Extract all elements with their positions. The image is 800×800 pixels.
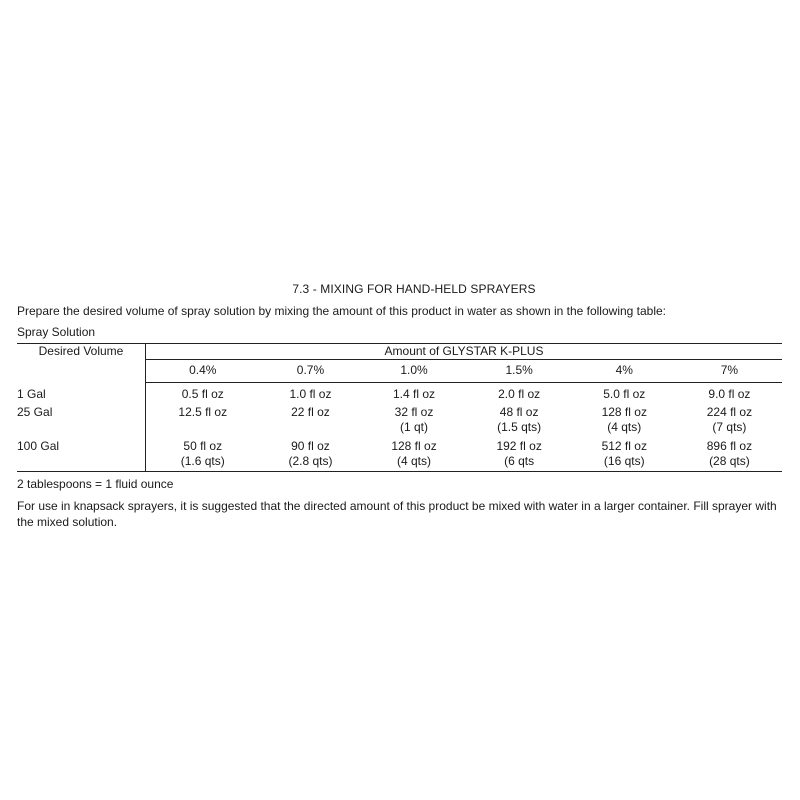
- amount-value: 12.5 fl oz: [178, 405, 228, 419]
- concentration-header: 7%: [677, 360, 782, 383]
- amount-quarts: (1.5 qts): [497, 420, 542, 434]
- table-row: [17, 405, 782, 439]
- amount-value: 48 fl oz: [499, 405, 539, 419]
- document-section: [17, 282, 783, 530]
- volume-cell: 25 Gal: [17, 405, 146, 439]
- amount-quarts: (4 qts): [397, 454, 432, 468]
- amount-value: 9.0 fl oz: [708, 387, 751, 401]
- amount-cell: [259, 439, 361, 472]
- desired-volume-header: Desired Volume: [17, 344, 146, 383]
- amount-value: 1.4 fl oz: [393, 387, 436, 401]
- amount-value: 2.0 fl oz: [498, 387, 541, 401]
- amount-quarts: (1 qt): [400, 420, 429, 434]
- amount-quarts: (2.8 qts): [288, 454, 333, 468]
- concentration-header: 0.4%: [146, 360, 260, 383]
- amount-value: 224 fl oz: [706, 405, 753, 419]
- amount-value: 128 fl oz: [601, 405, 647, 419]
- amount-cell: [146, 405, 260, 439]
- amount-header: Amount of GLYSTAR K-PLUS: [146, 344, 783, 360]
- amount-value: 512 fl oz: [601, 439, 647, 453]
- volume-cell: 100 Gal: [17, 439, 146, 472]
- amount-cell: [146, 383, 260, 406]
- amount-quarts: (28 qts): [709, 454, 750, 468]
- amount-quarts: (6 qts: [504, 454, 535, 468]
- amount-cell: [467, 439, 572, 472]
- table-row: [17, 383, 782, 406]
- amount-quarts: (1.6 qts): [180, 454, 225, 468]
- amount-cell: [467, 383, 572, 406]
- amount-cell: [259, 405, 361, 439]
- section-title: 7.3 - MIXING FOR HAND-HELD SPRAYERS: [292, 282, 536, 296]
- amount-quarts: (16 qts): [603, 454, 645, 468]
- table-row: [17, 439, 782, 472]
- concentration-header: 0.7%: [259, 360, 361, 383]
- amount-value: 128 fl oz: [391, 439, 437, 453]
- conversion-note: 2 tablespoons = 1 fluid ounce: [17, 477, 174, 491]
- intro-paragraph: Prepare the desired volume of spray solution by mixing the amount of this product in water as shown in the following table:: [17, 304, 667, 318]
- amount-cell: [146, 439, 260, 472]
- amount-cell: [572, 439, 677, 472]
- amount-quarts: (7 qts): [712, 420, 747, 434]
- concentration-header: 1.5%: [467, 360, 572, 383]
- amount-cell: [572, 405, 677, 439]
- amount-value: 0.5 fl oz: [181, 387, 224, 401]
- amount-cell: [677, 439, 782, 472]
- amount-cell: [572, 383, 677, 406]
- amount-quarts: (4 qts): [607, 420, 642, 434]
- amount-value: 896 fl oz: [706, 439, 753, 453]
- amount-value: 5.0 fl oz: [603, 387, 646, 401]
- mixing-table: [17, 343, 782, 472]
- table-caption: Spray Solution: [17, 325, 96, 339]
- concentration-header: 1.0%: [361, 360, 466, 383]
- concentration-header: 4%: [572, 360, 677, 383]
- amount-value: 32 fl oz: [394, 405, 434, 419]
- amount-cell: [361, 383, 466, 406]
- amount-value: 192 fl oz: [496, 439, 542, 453]
- amount-value: 1.0 fl oz: [289, 387, 332, 401]
- amount-value: 22 fl oz: [291, 405, 330, 419]
- amount-cell: [677, 405, 782, 439]
- amount-cell: [361, 439, 466, 472]
- amount-cell: [361, 405, 466, 439]
- closing-paragraph: For use in knapsack sprayers, it is suggested that the directed amount of this product be mixed with water in a larger container. Fill sprayer with the mixed solution.: [17, 499, 777, 529]
- amount-cell: [677, 383, 782, 406]
- amount-cell: [467, 405, 572, 439]
- amount-cell: [259, 383, 361, 406]
- amount-value: 90 fl oz: [291, 439, 330, 453]
- amount-value: 50 fl oz: [183, 439, 223, 453]
- volume-cell: 1 Gal: [17, 383, 146, 406]
